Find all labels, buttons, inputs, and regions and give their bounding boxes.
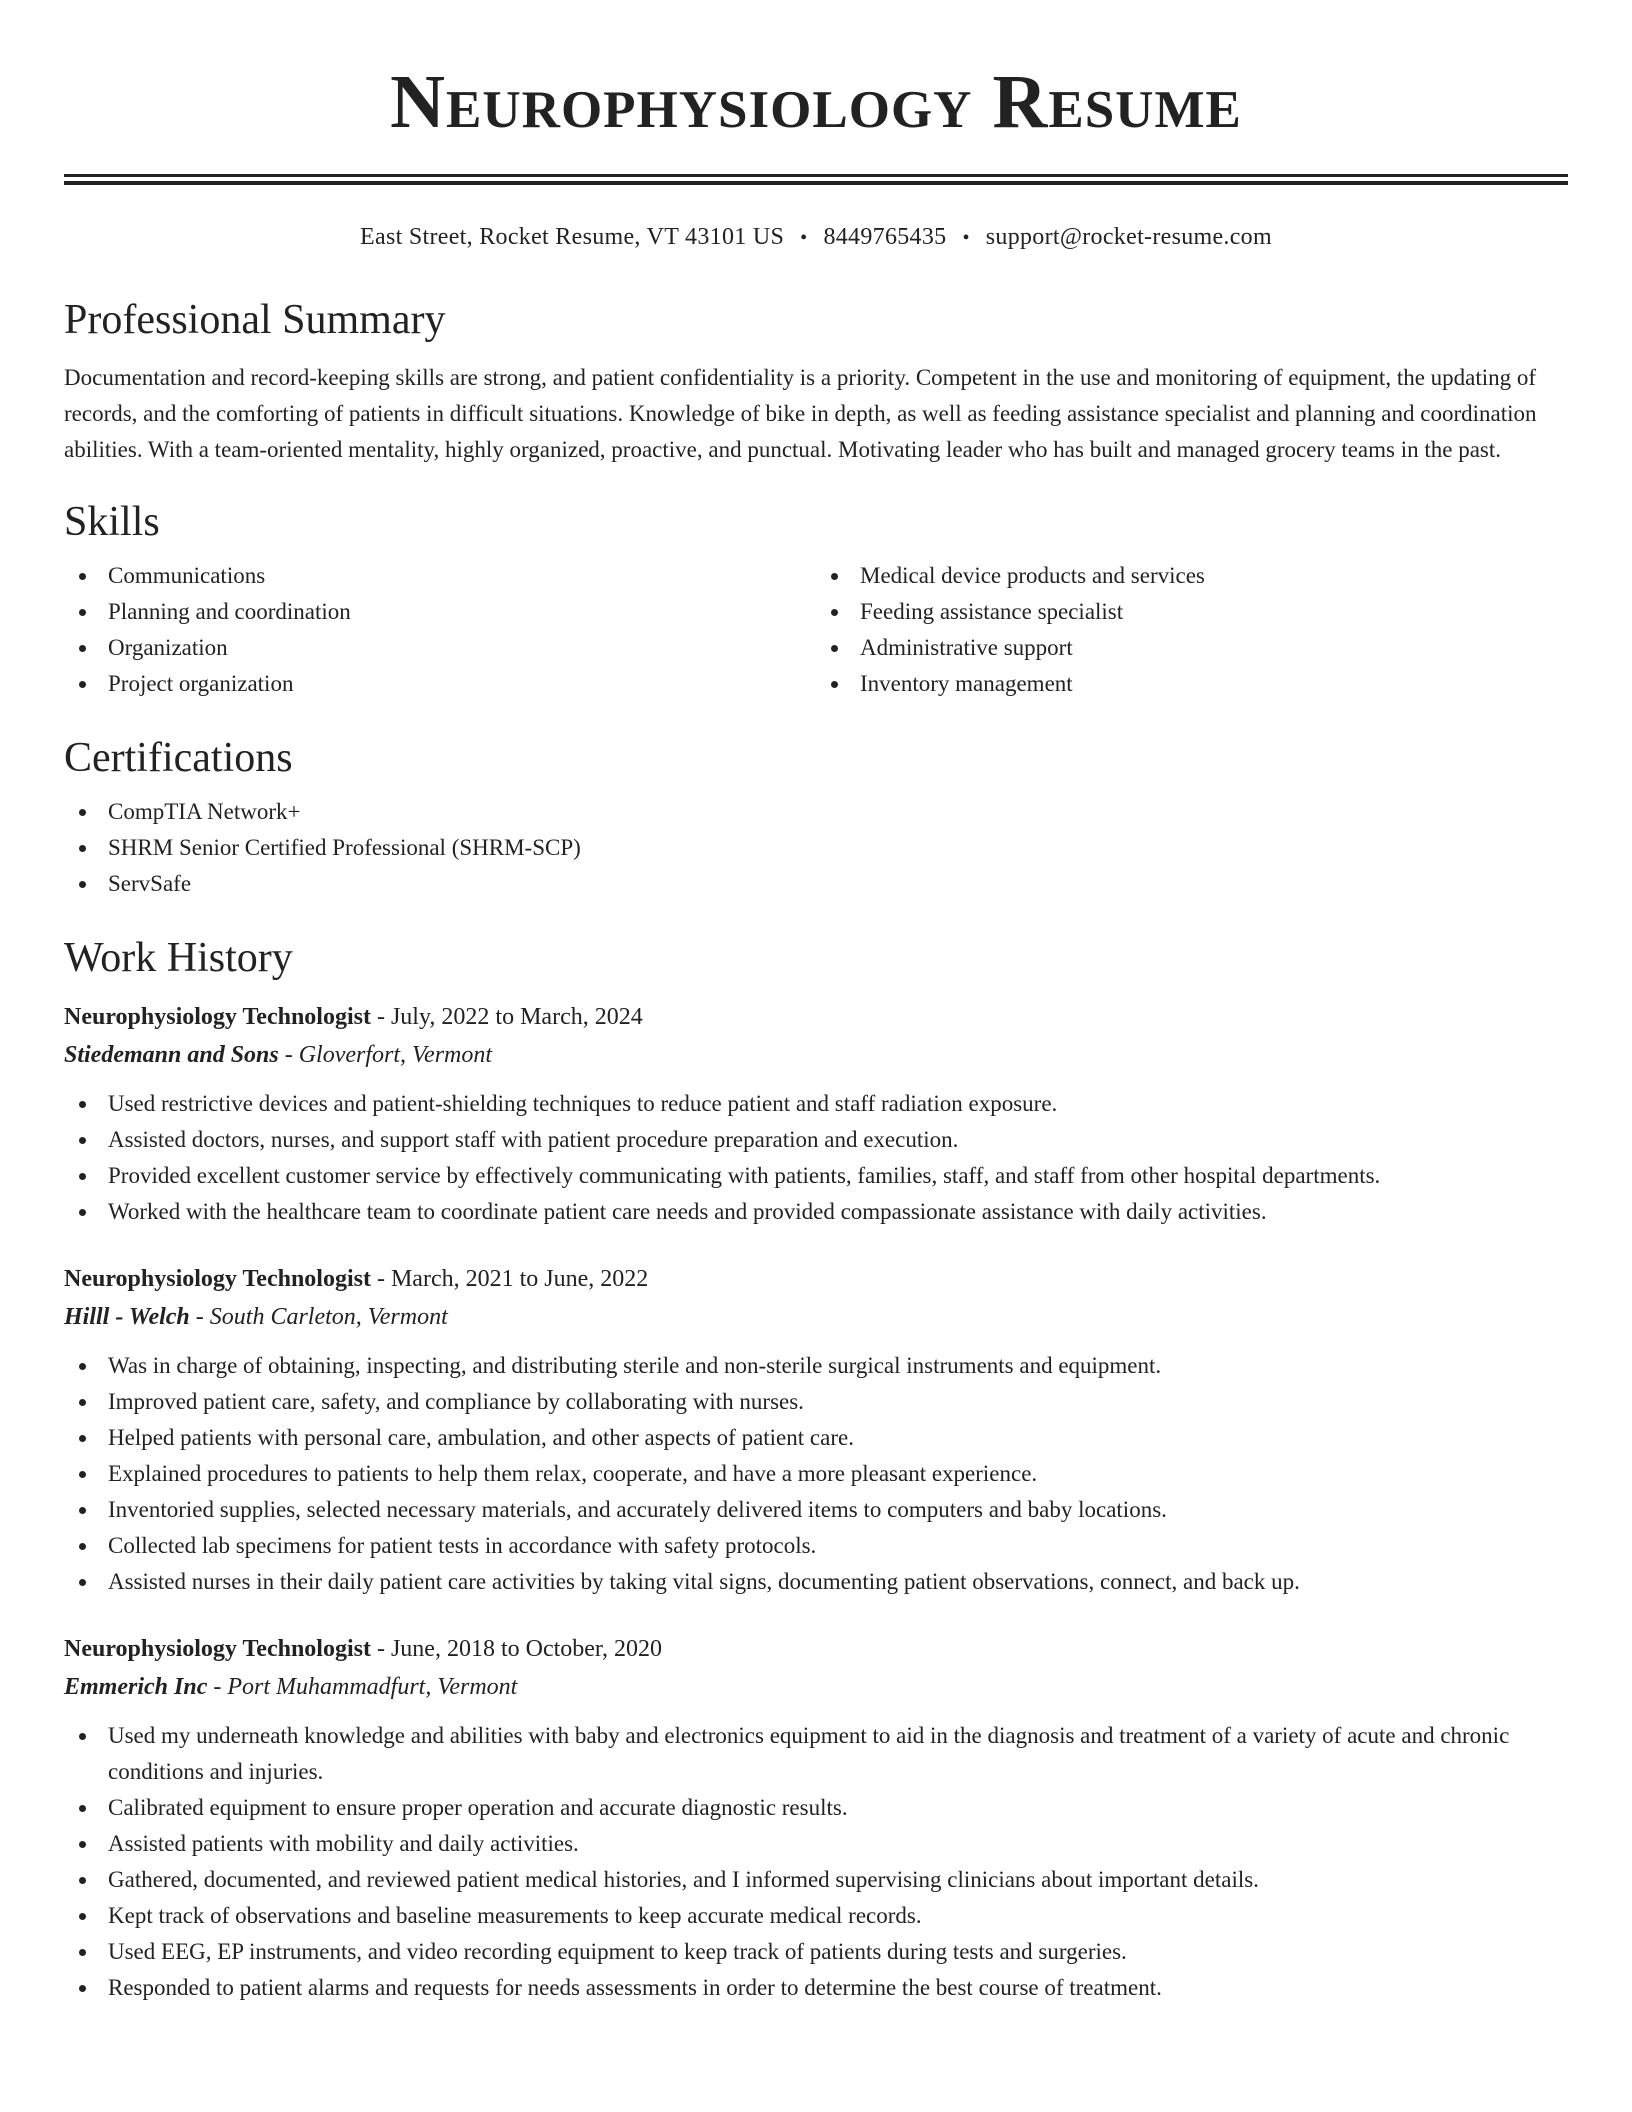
contact-email: support@rocket-resume.com	[985, 224, 1272, 250]
skill-item	[816, 558, 1568, 594]
bullet-dot-icon	[79, 681, 86, 688]
company-name: Hilll - Welch	[64, 1304, 190, 1330]
work-history-list	[64, 998, 1568, 2006]
company-line	[64, 1036, 1568, 1074]
bullet-dot-icon	[79, 573, 86, 580]
job-duty-item	[64, 1194, 1568, 1230]
certification-item	[64, 794, 1568, 830]
bullet-dot-icon	[79, 1363, 86, 1370]
certification-item-text: CompTIA Network+	[108, 799, 301, 824]
bullet-dot-icon	[79, 845, 86, 852]
job-title: Neurophysiology Technologist	[64, 1636, 371, 1662]
skill-item	[64, 666, 816, 702]
job-duty-item	[64, 1492, 1568, 1528]
job-duty-item-text: Responded to patient alarms and requests for needs assessments in order to determine the best course of treatment.	[108, 1975, 1162, 2000]
bullet-dot-icon	[79, 1399, 86, 1406]
job-duty-item-text: Calibrated equipment to ensure proper operation and accurate diagnostic results.	[108, 1795, 848, 1820]
skill-item-text: Feeding assistance specialist	[860, 599, 1124, 624]
company-line	[64, 1298, 1568, 1336]
title-divider	[64, 174, 1568, 185]
contact-address: East Street, Rocket Resume, VT 43101 US	[360, 224, 785, 250]
job-duty-item	[64, 1158, 1568, 1194]
bullet-dot-icon	[79, 1173, 86, 1180]
skills-list-right	[816, 558, 1568, 702]
job-duty-item	[64, 1384, 1568, 1420]
skill-item-text: Medical device products and services	[860, 563, 1205, 588]
bullet-dot-icon	[79, 1209, 86, 1216]
job-duty-item	[64, 1970, 1568, 2006]
skill-item	[816, 666, 1568, 702]
job-duty-item-text: Gathered, documented, and reviewed patient medical histories, and I informed supervising clinicians about important details.	[108, 1867, 1259, 1892]
certification-item-text: SHRM Senior Certified Professional (SHRM-SCP)	[108, 835, 581, 860]
job-entry	[64, 1630, 1568, 2006]
job-entry	[64, 998, 1568, 1230]
skill-item-text: Inventory management	[860, 671, 1073, 696]
company-name: Stiedemann and Sons	[64, 1042, 279, 1068]
certification-item-text: ServSafe	[108, 871, 192, 896]
job-title-line	[64, 1630, 1568, 1668]
section-heading-certifications: Certifications	[64, 735, 293, 781]
company-location: - South Carleton, Vermont	[189, 1304, 448, 1330]
document-title: Neurophysiology Resume	[390, 60, 1242, 144]
certification-item	[64, 866, 1568, 902]
job-title: Neurophysiology Technologist	[64, 1266, 371, 1292]
certification-item	[64, 830, 1568, 866]
job-duty-item-text: Assisted patients with mobility and daily activities.	[108, 1831, 579, 1856]
skill-item	[816, 594, 1568, 630]
job-duty-item-text: Worked with the healthcare team to coordinate patient care needs and provided compassionate assistance with daily activities.	[108, 1199, 1267, 1224]
section-heading-summary: Professional Summary	[64, 297, 446, 343]
job-duty-item-text: Provided excellent customer service by effectively communicating with patients, families, staff, and staff from other hospital departments.	[108, 1163, 1381, 1188]
skills-column-left	[64, 558, 816, 702]
section-heading-skills: Skills	[64, 499, 160, 545]
skill-item-text: Project organization	[108, 671, 294, 696]
job-dates: - March, 2021 to June, 2022	[370, 1266, 649, 1292]
job-duties-list	[64, 1718, 1568, 2006]
job-duty-item	[64, 1564, 1568, 1600]
skills-column-right	[816, 558, 1568, 702]
job-dates: - July, 2022 to March, 2024	[370, 1004, 643, 1030]
bullet-dot-icon	[79, 1435, 86, 1442]
job-duty-item	[64, 1718, 1568, 1790]
job-duty-item	[64, 1934, 1568, 1970]
job-duty-item	[64, 1086, 1568, 1122]
contact-separator: •	[800, 227, 808, 249]
job-dates: - June, 2018 to October, 2020	[370, 1636, 662, 1662]
bullet-dot-icon	[831, 573, 838, 580]
company-line	[64, 1668, 1568, 1706]
job-duty-item-text: Improved patient care, safety, and compliance by collaborating with nurses.	[108, 1389, 804, 1414]
skill-item	[64, 594, 816, 630]
bullet-dot-icon	[79, 1949, 86, 1956]
job-duties-list	[64, 1348, 1568, 1600]
skill-item-text: Planning and coordination	[108, 599, 351, 624]
bullet-dot-icon	[79, 1985, 86, 1992]
contact-separator: •	[962, 227, 970, 249]
job-duty-item	[64, 1790, 1568, 1826]
job-duty-item-text: Was in charge of obtaining, inspecting, and distributing sterile and non-sterile surgical instruments and equipment.	[108, 1353, 1162, 1378]
bullet-dot-icon	[79, 1805, 86, 1812]
job-duty-item	[64, 1420, 1568, 1456]
bullet-dot-icon	[79, 1101, 86, 1108]
bullet-dot-icon	[79, 1137, 86, 1144]
job-duty-item-text: Kept track of observations and baseline measurements to keep accurate medical records.	[108, 1903, 922, 1928]
job-duty-item	[64, 1898, 1568, 1934]
job-title: Neurophysiology Technologist	[64, 1004, 371, 1030]
job-duty-item-text: Used EEG, EP instruments, and video recording equipment to keep track of patients during tests and surgeries.	[108, 1939, 1127, 1964]
skills-list-left	[64, 558, 816, 702]
skill-item	[816, 630, 1568, 666]
job-duty-item	[64, 1862, 1568, 1898]
job-duty-item-text: Explained procedures to patients to help them relax, cooperate, and have a more pleasant experience.	[108, 1461, 1038, 1486]
section-heading-work-history: Work History	[64, 935, 293, 981]
job-duty-item-text: Inventoried supplies, selected necessary materials, and accurately delivered items to computers and baby locations.	[108, 1497, 1167, 1522]
contact-phone: 8449765435	[823, 224, 947, 250]
bullet-dot-icon	[79, 1913, 86, 1920]
bullet-dot-icon	[79, 609, 86, 616]
job-duty-item-text: Helped patients with personal care, ambulation, and other aspects of patient care.	[108, 1425, 854, 1450]
company-location: - Port Muhammadfurt, Vermont	[207, 1674, 518, 1700]
job-duty-item-text: Collected lab specimens for patient tests in accordance with safety protocols.	[108, 1533, 817, 1558]
job-title-line	[64, 1260, 1568, 1298]
job-duties-list	[64, 1086, 1568, 1230]
bullet-dot-icon	[79, 1471, 86, 1478]
contact-line	[64, 221, 1568, 254]
bullet-dot-icon	[79, 1507, 86, 1514]
certifications-list	[64, 794, 1568, 902]
skill-item	[64, 558, 816, 594]
bullet-dot-icon	[79, 809, 86, 816]
bullet-dot-icon	[79, 1841, 86, 1848]
job-title-line	[64, 998, 1568, 1036]
bullet-dot-icon	[79, 1543, 86, 1550]
skill-item-text: Communications	[108, 563, 266, 588]
skill-item-text: Administrative support	[860, 635, 1073, 660]
bullet-dot-icon	[79, 645, 86, 652]
company-name: Emmerich Inc	[64, 1674, 208, 1700]
job-duty-item	[64, 1456, 1568, 1492]
bullet-dot-icon	[831, 609, 838, 616]
company-location: - Gloverfort, Vermont	[278, 1042, 493, 1068]
job-duty-item	[64, 1122, 1568, 1158]
job-duty-item-text: Used my underneath knowledge and abilities with baby and electronics equipment to aid in the diagnosis and treatment of a variety of acute and chronic conditions and injuries.	[108, 1723, 1510, 1784]
skill-item-text: Organization	[108, 635, 228, 660]
summary-text: Documentation and record-keeping skills are strong, and patient confidentiality is a priority. Competent in the use and monitoring of equipment, the updating of records, and the comforting of patients in difficult situations. Knowledge of bike in depth, as well as feeding assistance specialist and planning and coordination abilities. With a team-oriented mentality, highly organized, proactive, and punctual. Motivating leader who has built and managed grocery teams in the past.	[64, 365, 1537, 462]
job-duty-item	[64, 1528, 1568, 1564]
job-entry	[64, 1260, 1568, 1600]
bullet-dot-icon	[79, 881, 86, 888]
job-duty-item-text: Assisted doctors, nurses, and support staff with patient procedure preparation and execution.	[108, 1127, 959, 1152]
job-duty-item-text: Used restrictive devices and patient-shielding techniques to reduce patient and staff radiation exposure.	[108, 1091, 1058, 1116]
job-duty-item-text: Assisted nurses in their daily patient care activities by taking vital signs, documenting patient observations, connect, and back up.	[108, 1569, 1300, 1594]
bullet-dot-icon	[79, 1733, 86, 1740]
bullet-dot-icon	[831, 645, 838, 652]
job-duty-item	[64, 1826, 1568, 1862]
skill-item	[64, 630, 816, 666]
skills-grid	[64, 558, 1568, 702]
job-duty-item	[64, 1348, 1568, 1384]
bullet-dot-icon	[79, 1579, 86, 1586]
bullet-dot-icon	[831, 681, 838, 688]
bullet-dot-icon	[79, 1877, 86, 1884]
